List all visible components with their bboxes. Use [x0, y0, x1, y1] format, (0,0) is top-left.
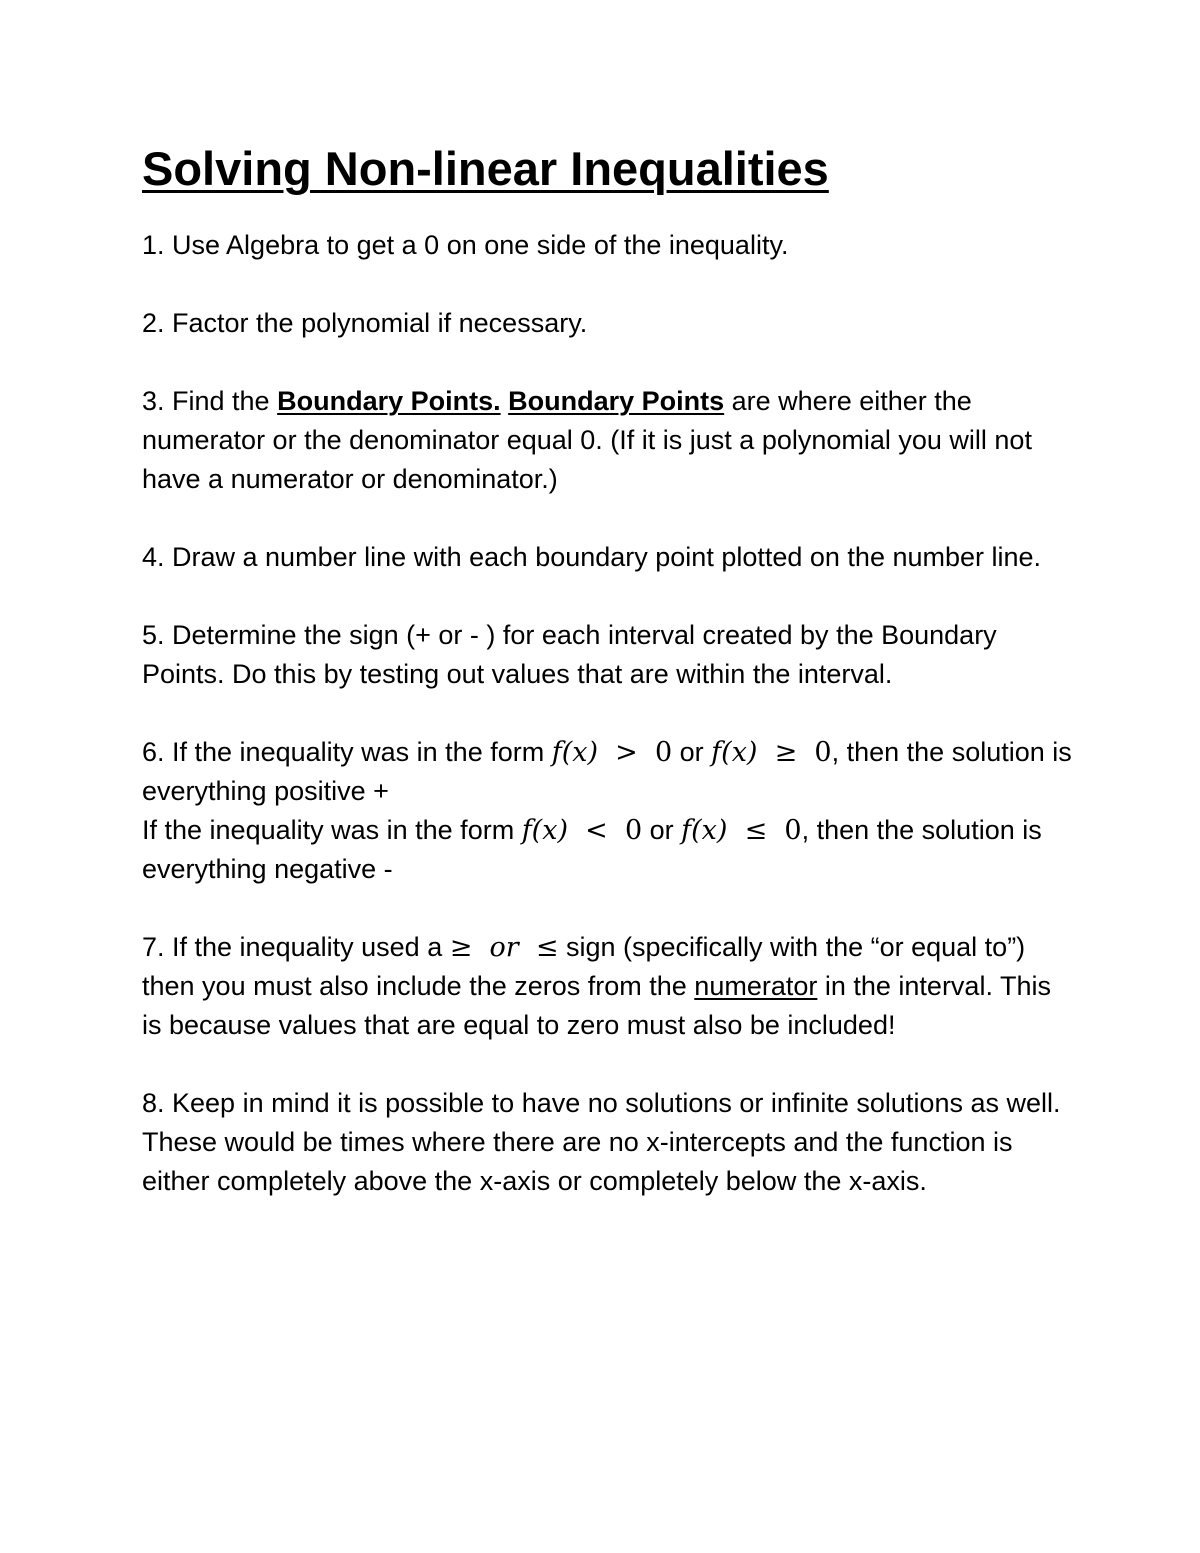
- step-4: [142, 538, 1072, 577]
- step-2: [142, 304, 1072, 343]
- step-3: [142, 382, 1072, 499]
- step-5-text: 5. Determine the sign (+ or - ) for each interval created by the Boundary Points. Do this by testing out values that are within the interval.: [142, 620, 997, 689]
- numerator-term: numerator: [694, 971, 818, 1001]
- step-1: [142, 226, 1072, 265]
- document-page: [142, 140, 1072, 1240]
- less-than-zero: < 0: [567, 815, 643, 846]
- or-text: or: [672, 737, 712, 767]
- greater-equal-sign: ≥: [449, 932, 481, 963]
- step-6-line2-prefix: If the inequality was in the form: [142, 815, 522, 845]
- boundary-points-term: Boundary Points.: [277, 386, 501, 416]
- step-3-paragraph: [142, 382, 1072, 499]
- boundary-points-term-2: Boundary Points: [508, 386, 725, 416]
- step-6: [142, 733, 1072, 889]
- step-7-prefix: 7. If the inequality used a: [142, 932, 450, 962]
- step-2-text: 2. Factor the polynomial if necessary.: [142, 308, 588, 338]
- or-text: or: [642, 815, 682, 845]
- less-equal-zero: ≤ 0: [727, 815, 802, 846]
- page-title: Solving Non-linear Inequalities: [142, 142, 829, 195]
- step-3-rest: are where either the numerator or the denominator equal 0. (If it is just a polynomial you will not have a numerator or denominator.): [142, 386, 1032, 494]
- less-equal-sign: ≤: [527, 932, 559, 963]
- step-7-paragraph: [142, 928, 1072, 1045]
- step-1-text: 1. Use Algebra to get a 0 on one side of the inequality.: [142, 230, 789, 260]
- step-7: [142, 928, 1072, 1045]
- steps-list: [142, 226, 1072, 1201]
- step-5: [142, 616, 1072, 694]
- step-3-prefix: 3. Find the: [142, 386, 278, 416]
- step-6-line2-suffix: , then the solution is everything negative -: [142, 815, 1042, 884]
- step-3-space: [501, 386, 509, 416]
- step-7-mid: sign (specifically with the “or equal to”) then you must also include the zeros from the: [142, 932, 1026, 1001]
- fx-expression: f(x): [711, 737, 758, 768]
- step-6-line1-prefix: 6. If the inequality was in the form: [142, 737, 552, 767]
- step-7-rest: in the interval. This is because values that are equal to zero must also be included!: [142, 971, 1051, 1040]
- step-4-text: 4. Draw a number line with each boundary point plotted on the number line.: [142, 542, 1042, 572]
- step-8-text: 8. Keep in mind it is possible to have no solutions or infinite solutions as well. These would be times where there are no x-intercepts and the function is either completely above the x-axis or completely below the x-axis.: [142, 1088, 1061, 1196]
- step-8: [142, 1084, 1072, 1201]
- or-math-text: or: [480, 932, 528, 963]
- fx-expression: f(x): [681, 815, 728, 846]
- step-6-line1-suffix: , then the solution is everything positive +: [142, 737, 1072, 806]
- step-6-negative: [142, 811, 1072, 889]
- greater-than-zero: > 0: [598, 737, 673, 768]
- fx-expression: f(x): [521, 815, 568, 846]
- fx-expression: f(x): [551, 737, 599, 768]
- greater-equal-zero: ≥ 0: [757, 737, 832, 768]
- step-6-positive: [142, 733, 1072, 811]
